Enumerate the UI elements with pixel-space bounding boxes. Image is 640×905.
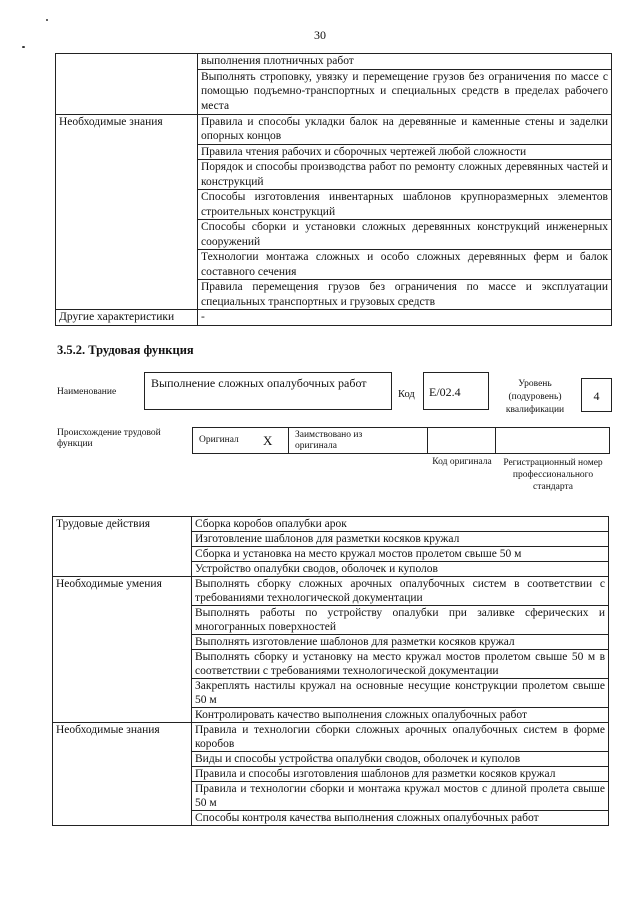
row-label-knowledge: Необходимые знания — [53, 723, 192, 826]
table-row — [53, 723, 609, 752]
code-label: Код — [398, 389, 415, 400]
table-cell: Выполнять изготовление шаблонов для разметки косяков кружал — [192, 635, 609, 650]
table-cell: Изготовление шаблонов для разметки косяков кружал — [192, 532, 609, 547]
table-cell: Устройство опалубки сводов, оболочек и куполов — [192, 562, 609, 577]
table-row — [56, 310, 612, 326]
row-label-actions: Трудовые действия — [53, 517, 192, 577]
labor-function-table — [52, 516, 609, 826]
page-number: 30 — [314, 28, 326, 42]
scan-speck — [22, 46, 25, 48]
table-cell: Порядок и способы производства работ по ремонту сложных деревянных частей и конструкций — [198, 160, 612, 190]
row-label-other: Другие характеристики — [56, 310, 198, 326]
table-row — [53, 517, 609, 532]
table-cell: Закреплять настилы кружал на основные несущие конструкции пролетом свыше 50 м — [192, 679, 609, 708]
table-cell: Сборка и установка на место кружал мостов пролетом свыше 50 м — [192, 547, 609, 562]
table-cell: Правила и способы укладки балок на деревянные и каменные стены и заделки опорных концов — [198, 114, 612, 144]
original-box — [192, 427, 289, 454]
table-row — [53, 577, 609, 606]
row-label — [56, 54, 198, 115]
table-row — [56, 114, 612, 144]
table-cell: Правила и технологии сборки сложных арочных опалубочных систем в форме коробов — [192, 723, 609, 752]
code-original-label: Код оригинала — [432, 457, 492, 467]
level-value: 4 — [593, 389, 600, 403]
row-label-knowledge: Необходимые знания — [56, 114, 198, 310]
scan-speck — [46, 19, 48, 21]
table-cell: Выполнять строповку, увязку и перемещение грузов без ограничения по массе с помощью подъемно-транспортных и специальных средств в пределах рабочего места — [198, 69, 612, 114]
table-cell: Правила и способы изготовления шаблонов для разметки косяков кружал — [192, 767, 609, 782]
table-cell: Правила перемещения грузов без ограничения по массе и эксплуатации специальных транспортных и грузовых средств — [198, 280, 612, 310]
table-cell: Правила и технологии сборки и монтажа кружал мостов с длиной пролета свыше 50 м — [192, 782, 609, 811]
function-name: Выполнение сложных опалубочных работ — [151, 376, 367, 390]
reg-number-box — [495, 427, 610, 454]
table-cell: Выполнять работы по устройству опалубки при заливке сферических и многогранных поверхностей — [192, 606, 609, 635]
section-title: 3.5.2. Трудовая функция — [57, 343, 194, 357]
reg-number-label: Регистрационный номер профессионального стандарта — [503, 458, 603, 492]
table-cell: Технологии монтажа сложных и особо сложных деревянных ферм и балок составного сечения — [198, 250, 612, 280]
table-cell: Правила чтения рабочих и сборочных чертежей любой сложности — [198, 144, 612, 160]
competency-table-continued — [55, 53, 612, 326]
table-cell: Способы контроля качества выполнения сложных опалубочных работ — [192, 811, 609, 826]
table-row — [56, 54, 612, 70]
row-label-skills: Необходимые умения — [53, 577, 192, 723]
table-cell: Способы изготовления инвентарных шаблонов крупноразмерных элементов строительных конструкций — [198, 190, 612, 220]
level-box — [581, 378, 612, 412]
code-original-box — [427, 427, 496, 454]
level-label: Уровень (подуровень) квалификации — [505, 379, 565, 415]
table-cell: Контролировать качество выполнения сложных опалубочных работ — [192, 708, 609, 723]
borrowed-label: Заимствовано из оригинала — [295, 430, 363, 451]
function-code-box — [423, 372, 489, 410]
borrowed-box — [288, 427, 428, 454]
table-cell: Выполнять сборку сложных арочных опалубочных систем в соответствии с требованиями технологической документации — [192, 577, 609, 606]
name-label: Наименование — [57, 387, 117, 397]
origin-label: Происхождение трудовой функции — [57, 428, 161, 449]
function-code: E/02.4 — [429, 385, 461, 399]
table-cell: выполнения плотничных работ — [198, 54, 612, 70]
function-name-box — [144, 372, 392, 410]
table-cell: Сборка коробов опалубки арок — [192, 517, 609, 532]
table-cell: Способы сборки и установки сложных деревянных конструкций инженерных сооружений — [198, 220, 612, 250]
table-cell: Виды и способы устройства опалубки сводов, оболочек и куполов — [192, 752, 609, 767]
original-label: Оригинал — [199, 435, 239, 445]
table-cell: - — [198, 310, 612, 326]
original-mark: X — [263, 433, 273, 448]
table-cell: Выполнять сборку и установку на место кружал мостов пролетом свыше 50 м в соответствии с требованиями технологической документации — [192, 650, 609, 679]
